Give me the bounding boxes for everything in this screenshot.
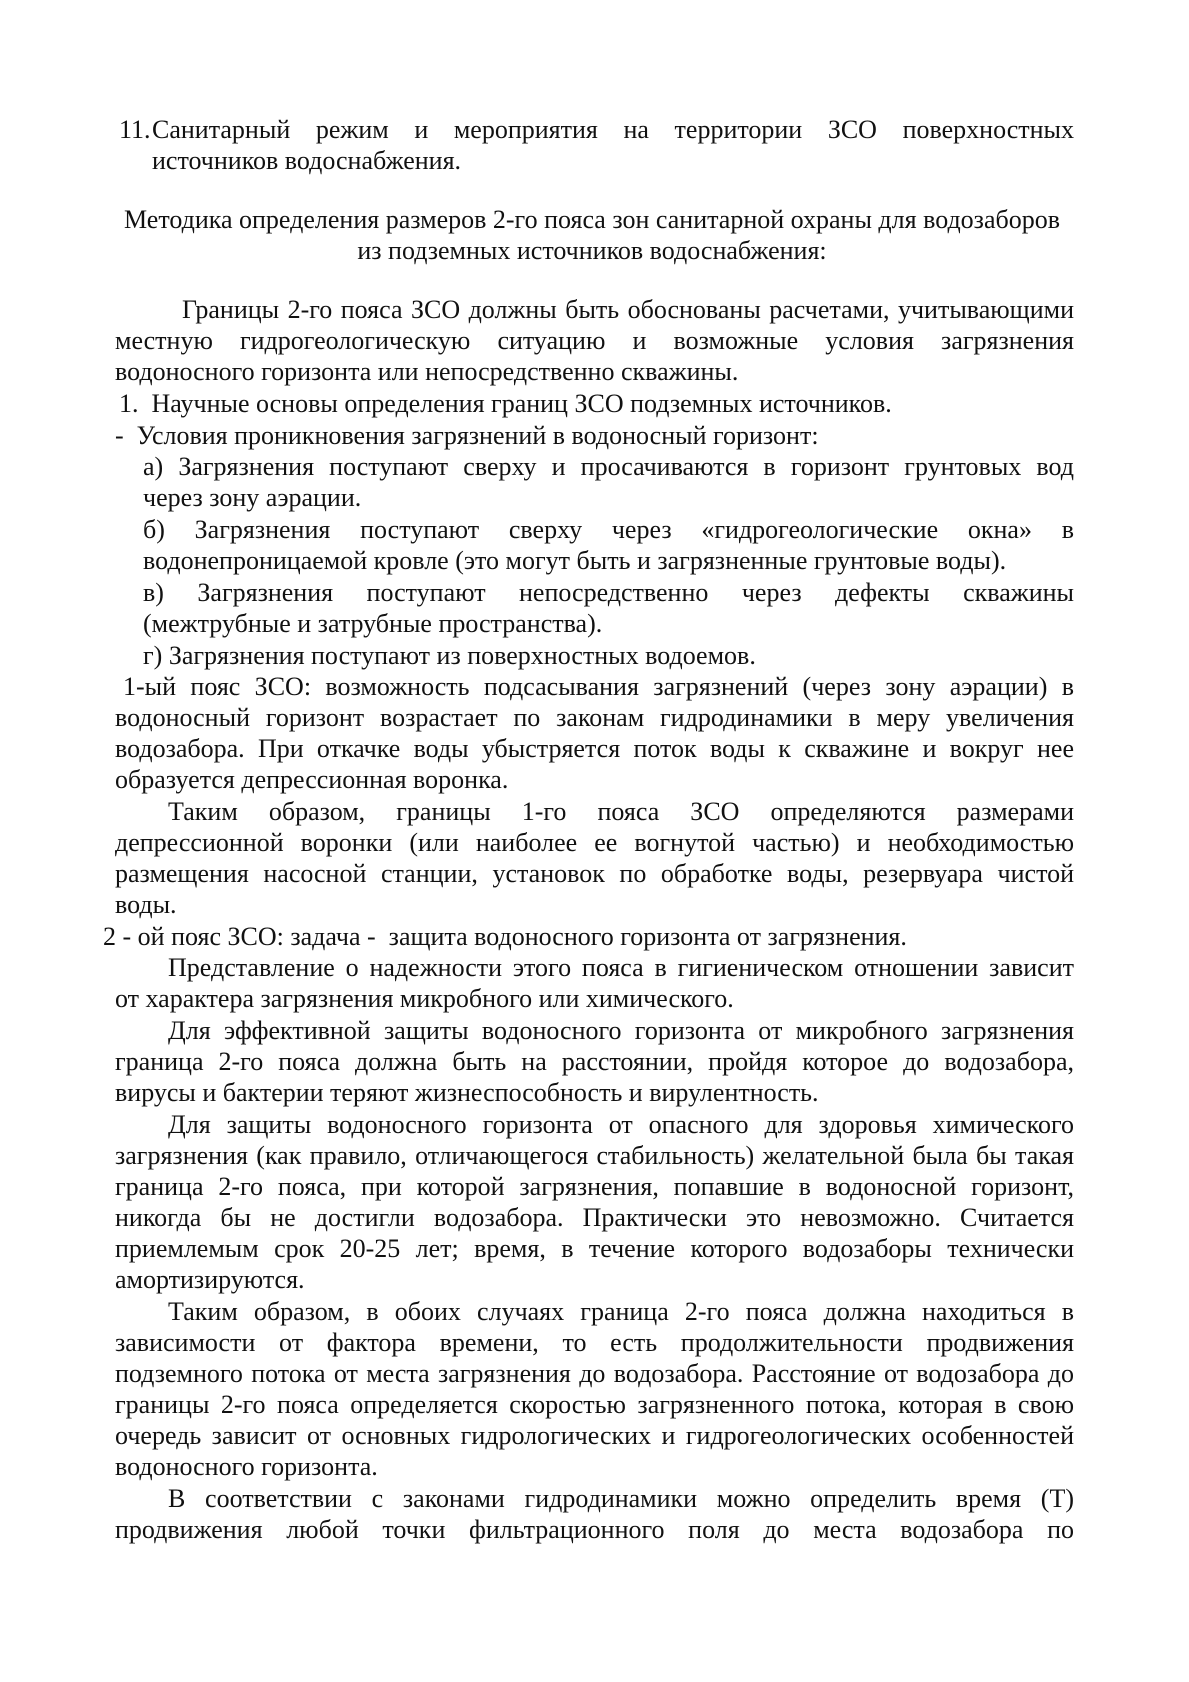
paragraph-line: образуется депрессионная воронка. (115, 765, 509, 794)
paragraph-line: водоносного горизонта или непосредственно скважины. (115, 357, 739, 386)
heading-line: Санитарный режим и мероприятия на территории ЗСО поверхностных (152, 115, 1074, 144)
paragraph-line: продвижения любой точки фильтрационного поля до места водозабора по (115, 1515, 1074, 1544)
paragraph-line: вирусы и бактерии теряют жизнеспособность и вирулентность. (115, 1078, 819, 1107)
paragraph-line: водозабора. При откачке воды убыстряется поток воды к скважине и вокруг нее (115, 734, 1074, 763)
paragraph-line: Для защиты водоносного горизонта от опасного для здоровья химического (168, 1110, 1074, 1139)
paragraph-line: амортизируются. (115, 1265, 305, 1294)
paragraph-line: водоносный горизонт возрастает по законам гидродинамики в меру увеличения (115, 703, 1074, 732)
paragraph-line: местную гидрогеологическую ситуацию и возможные условия загрязнения (115, 326, 1074, 355)
section-line: 2 - ой пояс ЗСО: задача - защита водоносного горизонта от загрязнения. (103, 922, 907, 951)
list-item: б) Загрязнения поступают сверху через «гидрогеологические окна» в (143, 515, 1074, 544)
paragraph-line: Для эффективной защиты водоносного горизонта от микробного загрязнения (168, 1016, 1074, 1045)
paragraph-line: от характера загрязнения микробного или химического. (115, 984, 734, 1013)
list-item: через зону аэрации. (143, 483, 362, 512)
list-item: (межтрубные и затрубные пространства). (143, 609, 603, 638)
list-item: а) Загрязнения поступают сверху и просачиваются в горизонт грунтовых вод (143, 452, 1074, 481)
paragraph-line: Таким образом, границы 1-го пояса ЗСО определяются размерами (168, 797, 1074, 826)
list-item: водонепроницаемой кровле (это могут быть и загрязненные грунтовые воды). (143, 546, 1007, 575)
paragraph-line: граница 2-го пояса должна быть на расстоянии, пройдя которое до водозабора, (115, 1047, 1074, 1076)
heading-line: источников водоснабжения. (152, 146, 462, 175)
subtitle-line: из подземных источников водоснабжения: (357, 236, 827, 265)
list-item: - Условия проникновения загрязнений в водоносный горизонт: (115, 421, 819, 450)
paragraph-line: Представление о надежности этого пояса в гигиеническом отношении зависит (168, 953, 1074, 982)
list-item: г) Загрязнения поступают из поверхностных водоемов. (143, 641, 756, 670)
paragraph-line: загрязнения (как правило, отличающегося стабильность) желательной была бы такая (115, 1141, 1074, 1170)
subtitle-line: Методика определения размеров 2-го пояса зон санитарной охраны для водозаборов (124, 205, 1060, 234)
list-item: 1. Научные основы определения границ ЗСО подземных источников. (119, 389, 892, 418)
paragraph-line: депрессионной воронки (или наиболее ее вогнутой частью) и необходимостью (115, 828, 1074, 857)
paragraph-line: размещения насосной станции, установок по обработке воды, резервуара чистой (115, 859, 1074, 888)
paragraph-line: В соответствии с законами гидродинамики можно определить время (Т) (168, 1484, 1074, 1513)
paragraph-line: границы 2-го пояса определяется скоростью загрязненного потока, которая в свою (115, 1390, 1074, 1419)
paragraph-line: 1-ый пояс ЗСО: возможность подсасывания загрязнений (через зону аэрации) в (123, 672, 1074, 701)
paragraph-line: очередь зависит от основных гидрологических и гидрогеологических особенностей (115, 1421, 1074, 1450)
heading-number: 11. (119, 115, 151, 144)
paragraph-line: зависимости от фактора времени, то есть продолжительности продвижения (115, 1328, 1074, 1357)
paragraph-line: подземного потока от места загрязнения до водозабора. Расстояние от водозабора до (115, 1359, 1074, 1388)
paragraph-line: приемлемым срок 20-25 лет; время, в течение которого водозаборы технически (115, 1234, 1074, 1263)
list-item: в) Загрязнения поступают непосредственно через дефекты скважины (143, 578, 1074, 607)
paragraph-line: воды. (115, 890, 177, 919)
paragraph-line: граница 2-го пояса, при которой загрязнения, попавшие в водоносной горизонт, (115, 1172, 1074, 1201)
paragraph-line: Таким образом, в обоих случаях граница 2-го пояса должна находиться в (168, 1297, 1074, 1326)
paragraph-line: водоносного горизонта. (115, 1452, 378, 1481)
paragraph-line: никогда бы не достигли водозабора. Практически это невозможно. Считается (115, 1203, 1074, 1232)
paragraph-line: Границы 2-го пояса ЗСО должны быть обоснованы расчетами, учитывающими (182, 295, 1074, 324)
